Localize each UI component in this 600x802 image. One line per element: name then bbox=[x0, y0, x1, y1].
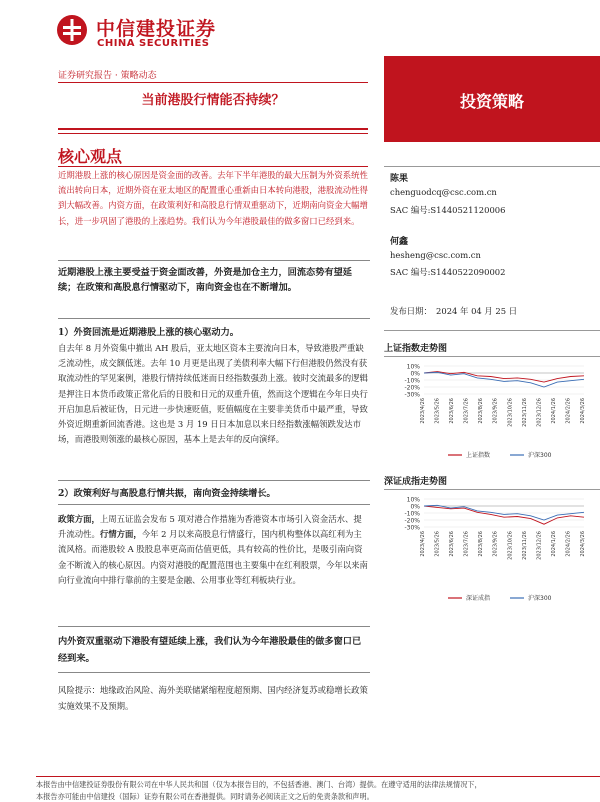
x-tick-label: 2023/6/26 bbox=[449, 531, 456, 557]
legend-label: 深证成指 bbox=[466, 595, 491, 602]
footer-disclaimer: 本报告由中信建投证券股份有限公司在中华人民共和国（仅为本报告目的，不包括香港、澳门、台湾）提供。在遵守适用的法律法规情况下， bbox=[36, 780, 482, 789]
publish-date: 发布日期： 2024 年 04 月 25 日 bbox=[390, 306, 518, 316]
x-tick-label: 2023/6/26 bbox=[449, 398, 456, 424]
subheading-2: 2）政策利好与高股息行情共振，南向资金持续增长。 bbox=[58, 488, 276, 499]
analyst-divider bbox=[384, 166, 600, 167]
conclusion-paragraph: 内外资双重驱动下港股有望延续上涨，我们认为今年港股最佳的做多窗口已经到来。 bbox=[58, 636, 362, 664]
legend-label: 上证指数 bbox=[466, 452, 491, 459]
x-tick-label: 2023/4/26 bbox=[420, 531, 426, 557]
shanghai-index-chart bbox=[384, 360, 600, 465]
y-tick-label: 0% bbox=[410, 503, 420, 511]
company-logo-icon bbox=[56, 14, 88, 46]
x-tick-label: 2023/9/26 bbox=[492, 398, 499, 424]
x-tick-label: 2023/5/26 bbox=[434, 398, 441, 424]
x-tick-label: 2023/5/26 bbox=[434, 531, 441, 557]
chart-title: 深证成指走势图 bbox=[384, 477, 448, 487]
y-tick-label: -30% bbox=[404, 391, 420, 399]
series-label: 证券研究报告 · 策略动态 bbox=[58, 71, 157, 81]
x-tick-label: 2023/10/26 bbox=[507, 398, 514, 427]
analyst-name: 陈果 bbox=[390, 174, 409, 184]
series-line bbox=[424, 372, 584, 387]
analyst-sac: SAC 编号:S1440521120006 bbox=[390, 205, 506, 215]
market-label: 行情方面， bbox=[99, 529, 142, 540]
report-type-label: 投资策略 bbox=[459, 92, 524, 111]
x-tick-label: 2024/2/26 bbox=[565, 531, 572, 557]
y-tick-label: -10% bbox=[404, 510, 420, 518]
y-tick-label: 10% bbox=[406, 496, 420, 504]
policy-text: 上周五证监会发布 5 项对港合作措施为香港资本市场引入资金活水、提升流动性。 bbox=[58, 514, 362, 540]
divider bbox=[58, 672, 370, 673]
x-tick-label: 2023/12/26 bbox=[536, 531, 543, 560]
divider bbox=[58, 318, 370, 319]
x-tick-label: 2023/10/26 bbox=[507, 531, 514, 560]
x-tick-label: 2023/7/26 bbox=[463, 398, 470, 424]
policy-label: 政策方面， bbox=[58, 514, 100, 524]
x-tick-label: 2023/8/26 bbox=[478, 398, 485, 424]
x-tick-label: 2023/11/26 bbox=[521, 398, 528, 427]
x-tick-label: 2023/8/26 bbox=[478, 531, 485, 557]
date-divider bbox=[384, 330, 600, 331]
x-tick-label: 2024/1/26 bbox=[550, 531, 557, 557]
analyst-email[interactable]: hesheng@csc.com.cn bbox=[390, 250, 481, 260]
section-title: 核心观点 bbox=[58, 147, 123, 166]
legend-label: 沪深300 bbox=[528, 595, 552, 602]
x-tick-label: 2023/9/26 bbox=[492, 531, 499, 557]
x-tick-label: 2024/1/26 bbox=[550, 398, 557, 424]
subheading-1: 1）外资回流是近期港股上涨的核心驱动力。 bbox=[58, 327, 239, 338]
title-rule-thick bbox=[58, 128, 368, 130]
x-tick-label: 2023/11/26 bbox=[521, 531, 528, 560]
logo-cn-text: 中信建投证券 bbox=[96, 18, 217, 40]
x-tick-label: 2024/3/26 bbox=[580, 398, 586, 424]
chart-title-rule bbox=[384, 489, 600, 490]
summary-paragraph: 近期港股上涨的核心原因是资金面的改善。去年下半年港股的最大压制为外资系统性流出转向日本，近期外资在亚太地区的配置重心重新由日本转向港股，港股流动性得到大幅改善。内资方面，在政策利好和高股息行情双重驱动下，近期南向资金大幅增长，进一步巩固了港股的上涨趋势。我们认为今年港股最佳的做多窗口已经到来。 bbox=[58, 170, 368, 226]
chart-title-rule bbox=[384, 356, 600, 357]
logo-en-text: CHINA SECURITIES bbox=[97, 38, 210, 49]
key-point-paragraph: 近期港股上涨主要受益于资金面改善，外资是加仓主力，回流态势有望延续；在政策和高股息行情驱动下，南向资金也在不断增加。 bbox=[58, 267, 352, 294]
analyst-name: 何鑫 bbox=[390, 237, 409, 247]
y-tick-label: -10% bbox=[404, 377, 420, 385]
report-title: 当前港股行情能否持续？ bbox=[141, 93, 285, 108]
x-tick-label: 2023/4/26 bbox=[420, 398, 426, 424]
analyst-email[interactable]: chenguodcq@csc.com.cn bbox=[390, 187, 497, 197]
footer-rule bbox=[36, 776, 600, 777]
header-rule bbox=[58, 82, 368, 83]
y-tick-label: 10% bbox=[406, 363, 420, 371]
divider bbox=[58, 504, 370, 505]
section-rule bbox=[58, 166, 368, 167]
y-tick-label: -20% bbox=[404, 384, 420, 392]
y-tick-label: -30% bbox=[404, 524, 420, 532]
y-tick-label: 0% bbox=[410, 370, 420, 378]
shenzhen-index-chart bbox=[384, 493, 600, 608]
x-tick-label: 2023/7/26 bbox=[463, 531, 470, 557]
chart-title: 上证指数走势图 bbox=[384, 344, 448, 354]
market-text: 今年 2 月以来高股息行情盛行，国内机构整体以高红利为主流风格。而港股较 A 股股息率更高而估值更低，具有较高的性价比，是吸引南向资金不断流入的核心原因。内资对港股的配置范围也主要集中在红利股票，今年以来南向行业流向中排行靠前的主要是金融、公用事业等红利板块行业。 bbox=[58, 529, 368, 585]
x-tick-label: 2024/3/26 bbox=[580, 531, 586, 557]
divider bbox=[58, 626, 370, 627]
title-rule-thin bbox=[58, 133, 368, 134]
divider bbox=[58, 480, 370, 481]
legend-label: 沪深300 bbox=[528, 452, 552, 459]
analyst-sac: SAC 编号:S1440522090002 bbox=[390, 267, 506, 277]
divider bbox=[58, 260, 370, 261]
body-paragraph-2 bbox=[58, 512, 370, 588]
x-tick-label: 2023/12/26 bbox=[536, 398, 543, 427]
y-tick-label: -20% bbox=[404, 517, 420, 525]
body-paragraph-1: 自去年 8 月外资集中撤出 AH 股后，亚太地区资本主要流向日本，导致港股严重缺乏流动性，成交额低迷。去年 10 月更是出现了美债利率大幅下行但港股仍然没有获取流动性的罕见案例，港股行情持续低迷而日经指数强劲上涨。彼时交流最多的逻辑是押注日本货币政策正常化后的日股和日元的双重升值，然而这个逻辑在今年日央行开启加息后被证伪，日元进一步快速贬值，贬值幅度在主要非美货币中最严重，导致外资近期重新回流香港。这也是 3 月 19 日日本加息以来日经指数涨幅领跌发达市场，而港股则领涨的最核心原因，基本上是去年的反向演绎。 bbox=[58, 343, 368, 445]
risk-paragraph: 风险提示：地缘政治风险、海外美联储紧缩程度超预期、国内经济复苏或稳增长政策实施效果不及预期。 bbox=[58, 685, 368, 711]
x-tick-label: 2024/2/26 bbox=[565, 398, 572, 424]
footer-disclaimer: 本报告亦可能由中信建投（国际）证券有限公司在香港提供。同时请务必阅读正文之后的免责条款和声明。 bbox=[36, 792, 374, 801]
